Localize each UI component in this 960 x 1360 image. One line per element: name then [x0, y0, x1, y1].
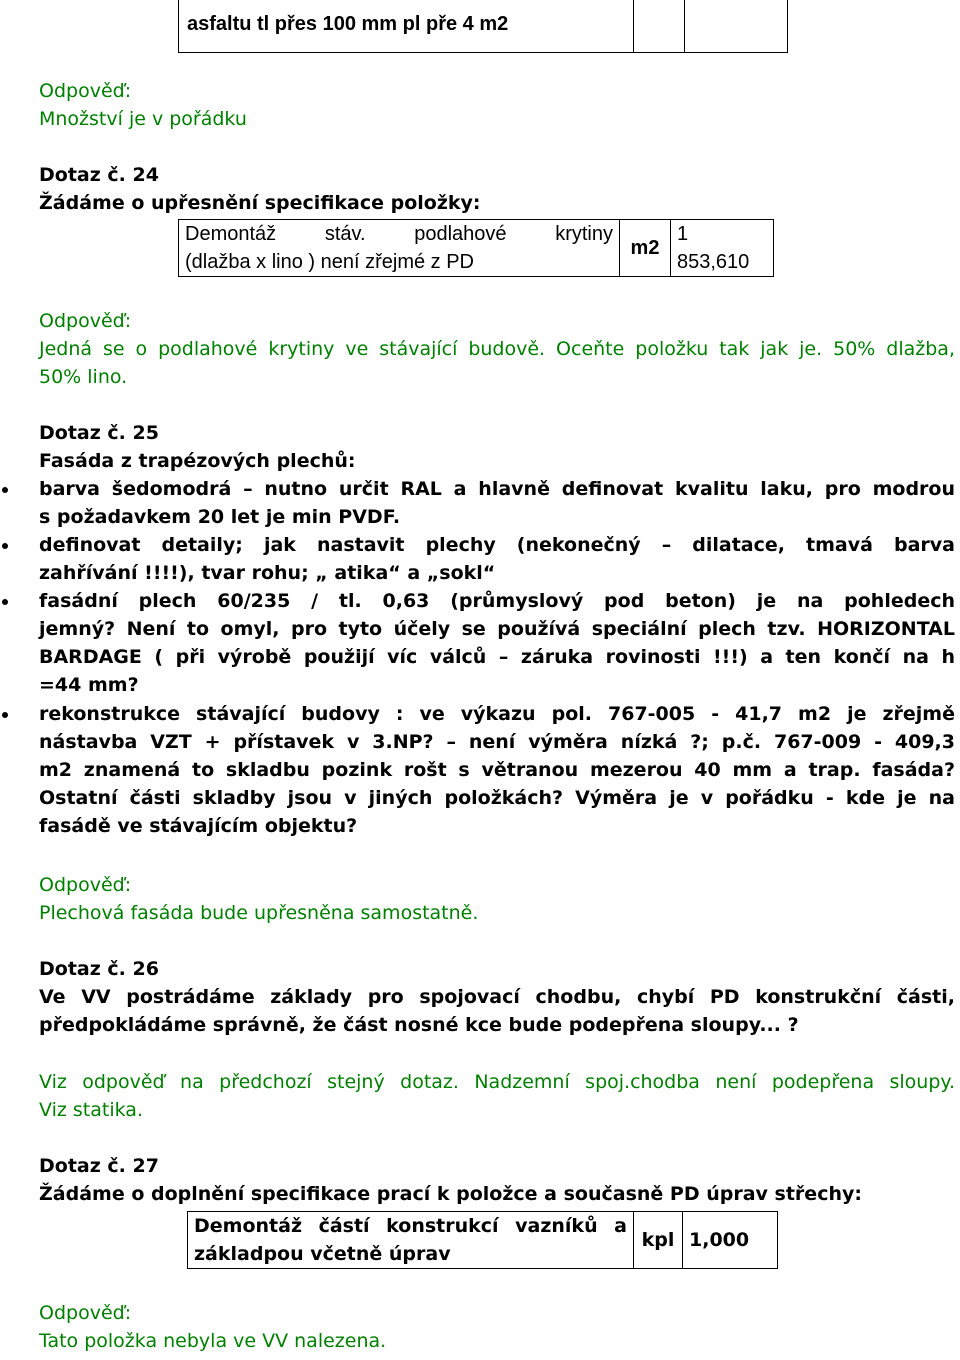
q24-answer-label: Odpověď: — [39, 310, 132, 332]
q24-table-unit: m2 — [620, 220, 671, 277]
q24-subtitle: Žádáme o upřesnění specifikace položky: — [39, 192, 481, 214]
q26-line2: předpokládáme správně, že část nosné kce bude podepřena sloupy... ? — [39, 1014, 799, 1036]
q27-table-unit: kpl — [634, 1212, 683, 1269]
top-table-cell-qty — [685, 0, 788, 53]
bullet-icon — [2, 543, 8, 549]
q26-answer-line2: Viz statika. — [39, 1099, 143, 1121]
q25-title: Dotaz č. 25 — [39, 422, 159, 444]
q27-subtitle: Žádáme o doplnění specifikace prací k položce a současně PD úprav střechy: — [39, 1183, 862, 1205]
q25-b1-l2: s požadavkem 20 let je min PVDF. — [39, 506, 401, 528]
q25-b3-l2: jemný? Není to omyl, pro tyto účely se používá speciální plech tzv. HORIZONTAL — [39, 618, 955, 640]
top-table-cell-unit — [634, 0, 685, 53]
q24-table-qty — [671, 220, 774, 277]
bullet-icon — [2, 487, 8, 493]
q27-table-desc — [188, 1212, 634, 1269]
q25-b3-l4: =44 mm? — [39, 674, 139, 696]
q27-answer-label: Odpověď: — [39, 1302, 132, 1324]
q25-b2-l1: definovat detaily; jak nastavit plechy (nekonečný – dilatace, tmavá barva — [39, 534, 955, 556]
q24-table-qty-l1: 1 — [677, 223, 689, 245]
q24-answer-line2: 50% lino. — [39, 366, 128, 388]
q24-table — [178, 219, 774, 277]
q25-answer-label: Odpověď: — [39, 874, 132, 896]
q24-table-qty-l2: 853,610 — [677, 251, 750, 273]
q27-table-desc-l1: Demontáž částí konstrukcí vazníků a — [194, 1215, 627, 1237]
bullet-icon — [2, 712, 8, 718]
q25-answer-text: Plechová fasáda bude upřesněna samostatně. — [39, 902, 479, 924]
q25-b1-l1: barva šedomodrá – nutno určit RAL a hlavně definovat kvalitu laku, pro modrou — [39, 478, 955, 500]
q24-table-desc-l2: (dlažba x lino ) není zřejmé z PD — [185, 251, 475, 273]
q24-table-desc — [179, 220, 620, 277]
q27-table — [187, 1211, 778, 1269]
q25-b4-l4: Ostatní části skladby jsou v jiných položkách? Výměra je v pořádku - kde je na — [39, 787, 955, 809]
q25-b4-l3: m2 znamená to skladbu pozink rošt s větranou mezerou 40 mm a trap. fasáda? — [39, 759, 955, 781]
q26-title: Dotaz č. 26 — [39, 958, 159, 980]
answer-23-text: Množství je v pořádku — [39, 108, 247, 130]
q25-subtitle: Fasáda z trapézových plechů: — [39, 450, 356, 472]
q25-b3-l3: BARDAGE ( při výrobě použijí víc válců – záruka rovinosti !!!) a ten končí na h — [39, 646, 955, 668]
q25-b4-l1: rekonstrukce stávající budovy : ve výkazu pol. 767-005 - 41,7 m2 je zřejmě — [39, 703, 955, 725]
top-table — [178, 0, 788, 53]
q24-table-desc-l1: Demontáž stáv. podlahové krytiny — [185, 223, 613, 245]
q27-title: Dotaz č. 27 — [39, 1155, 159, 1177]
bullet-icon — [2, 599, 8, 605]
q25-b3-l1: fasádní plech 60/235 / tl. 0,63 (průmyslový pod beton) je na pohledech — [39, 590, 955, 612]
q25-b4-l5: fasádě ve stávajícím objektu? — [39, 815, 358, 837]
q25-b4-l2: nástavba VZT + přístavek v 3.NP? – není výměra nízká ?; p.č. 767-009 - 409,3 — [39, 731, 955, 753]
q27-table-desc-l2: základpou včetně úprav — [194, 1243, 451, 1265]
q25-b2-l2: zahřívání !!!!), tvar rohu; „ atika“ a „sokl“ — [39, 562, 496, 584]
q27-table-qty: 1,000 — [683, 1212, 778, 1269]
q27-answer-text: Tato položka nebyla ve VV nalezena. — [39, 1330, 387, 1352]
answer-23-label: Odpověď: — [39, 80, 132, 102]
q26-line1: Ve VV postrádáme základy pro spojovací chodbu, chybí PD konstrukční části, — [39, 986, 955, 1008]
q26-answer-line1: Viz odpověď na předchozí stejný dotaz. Nadzemní spoj.chodba není podepřena sloupy. — [39, 1071, 955, 1093]
q24-answer-line1: Jedná se o podlahové krytiny ve stávající budově. Oceňte položku tak jak je. 50% dlažba, — [39, 338, 955, 360]
q24-title: Dotaz č. 24 — [39, 164, 159, 186]
top-table-cell-desc: asfaltu tl přes 100 mm pl pře 4 m2 — [179, 0, 634, 53]
